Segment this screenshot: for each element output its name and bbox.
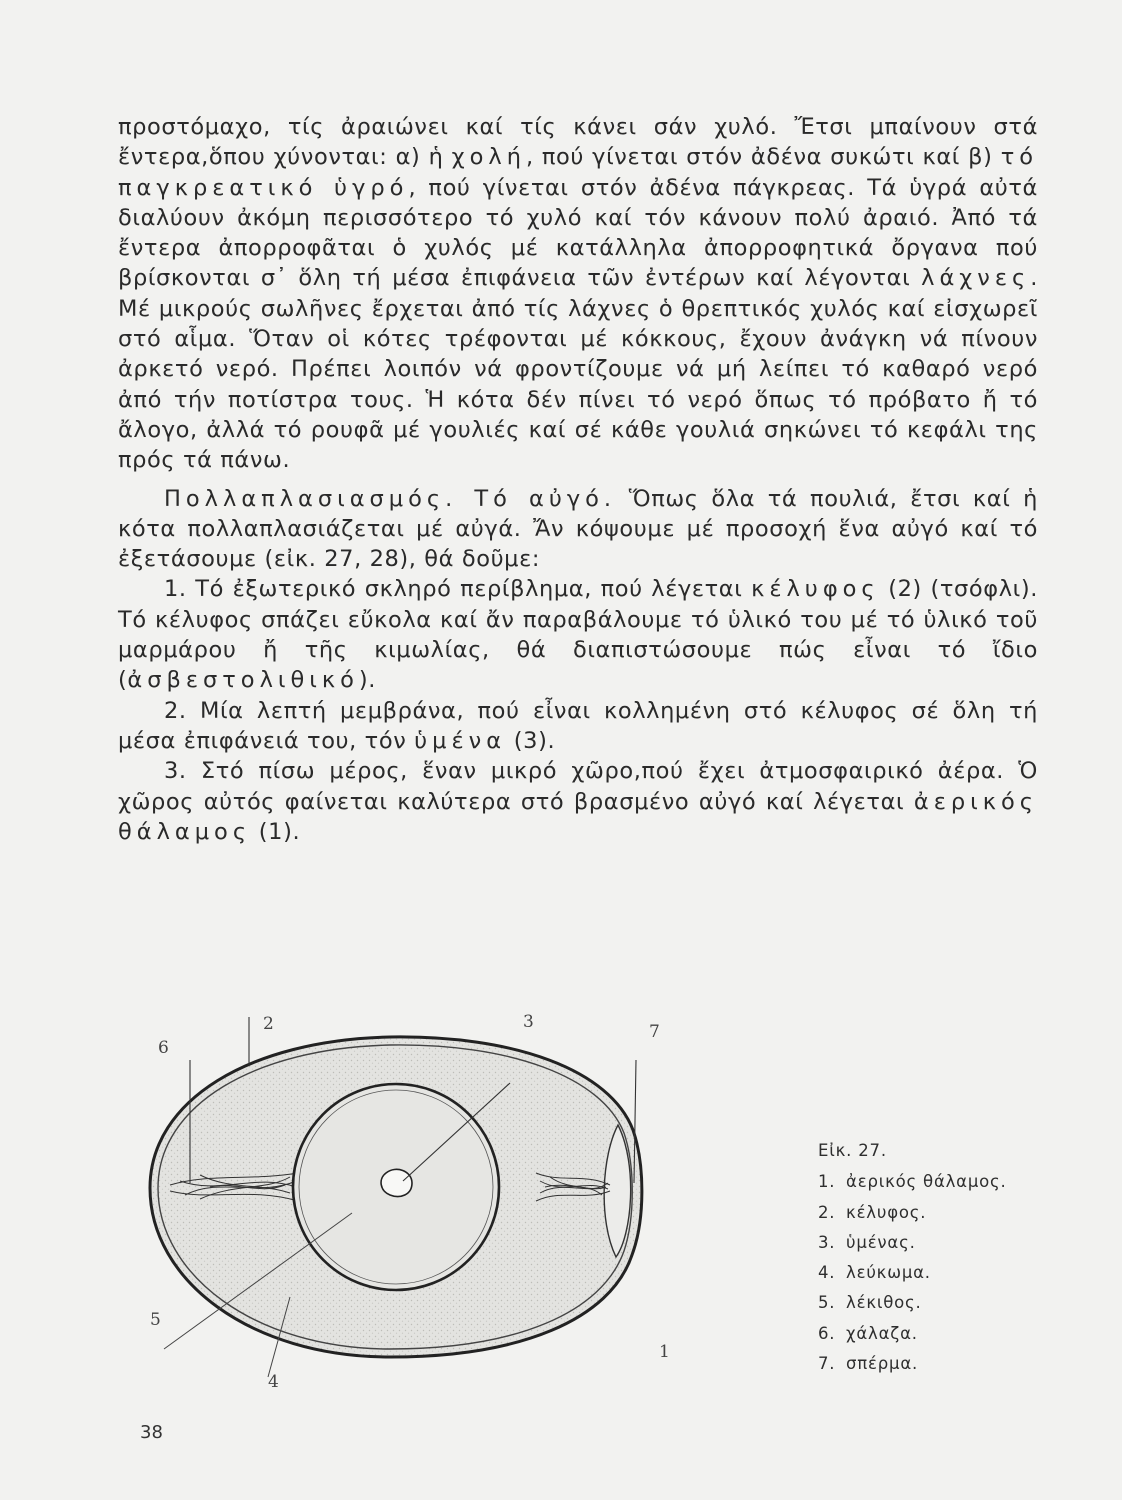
figure-label-5: 5 xyxy=(150,1310,161,1330)
text-run: (2) (τσόφλι). Τό κέλυφος σπάζει εὔκολα καί ἄν παραβάλουμε τό ὑλικό του μέ τό ὑλικό τοῦ μαρμάρου ἤ τῆς κιμωλίας, θά διαπιστώσουμε πώς εἶναι τό ἴδιο ( xyxy=(118,576,1038,694)
text-run: , πού γίνεται στόν ἀδένα πάγκρεας. Τά ὑγρά αὐτά διαλύουν ἀκόμη περισσότερο τό χυλό καί τόν κάνουν πολύ ἀραιό. Ἀπό τά ἔντερα ἀπορροφᾶται ὁ χυλός μέ κατάλληλα ἀπορροφητικά ὄργανα πού βρίσκονται σ᾽ ὅλη τή μέσα ἐπιφάνεια τῶν ἐντέρων καί λέγονται xyxy=(118,174,1038,292)
figure-label-4: 4 xyxy=(268,1372,279,1392)
body-text xyxy=(118,112,1038,847)
figure-label-1: 1 xyxy=(659,1342,670,1362)
text-run: ). xyxy=(358,667,377,694)
term-air-chamber: ἀερικός θάλαμος xyxy=(118,788,1038,845)
legend-item xyxy=(818,1349,1007,1379)
paragraph-item-3 xyxy=(118,756,1038,847)
text-run: προστόμαχο, τίς ἀραιώνει καί τίς κάνει σάν χυλό. Ἔτσι μπαίνουν στά ἔντερα,ὅπου χύνονται: α) ἡ xyxy=(118,114,1038,171)
term-shell: κέλυφος xyxy=(751,576,880,603)
text-run: 2. Μία λεπτή μεμβράνα, πού εἶναι κολλημένη στό κέλυφος σέ ὅλη τή μέσα ἐπιφάνειά του, τόν xyxy=(118,697,1038,754)
text-run: 1. Τό ἐξωτερικό σκληρό περίβλημα, πού λέγεται xyxy=(164,576,752,603)
term-chole: χολή xyxy=(451,144,526,171)
legend-item xyxy=(818,1167,1007,1197)
text-run: (1). xyxy=(251,818,301,845)
legend-number: 5. xyxy=(818,1293,836,1313)
term-pancreatic-fluid: τό παγκρεατικό ὑγρό xyxy=(118,144,1038,201)
germinal-disc xyxy=(381,1169,412,1196)
text-run: 3. Στό πίσω μέρος, ἕναν μικρό χῶρο,πού ἔχει ἀτμοσφαιρικό ἀέρα. Ὁ χῶρος αὐτός φαίνεται καλύτερα στό βρασμένο αὐγό καί λέγεται xyxy=(118,758,1038,815)
paragraph-digestion xyxy=(118,112,1038,476)
section-heading: Πολλαπλασιασμός. Τό αὐγό. xyxy=(164,485,617,512)
term-calcareous: ἀσβεστολιθικό xyxy=(127,667,359,694)
legend-number: 7. xyxy=(818,1354,836,1374)
paragraph-item-2 xyxy=(118,696,1038,757)
legend-label: λέκιθος. xyxy=(846,1293,922,1313)
legend-item xyxy=(818,1288,1007,1318)
egg-figure xyxy=(140,1005,700,1395)
legend-item xyxy=(818,1228,1007,1258)
legend-label: χάλαζα. xyxy=(846,1323,918,1343)
text-run: Ὅπως ὅλα τά πουλιά, ἔτσι καί ἡ κότα πολλαπλασιάζεται μέ αὐγά. Ἄν κόψουμε μέ προσοχή ἕνα αὐγό καί τό ἐξετάσουμε (εἰκ. 27, 28), θά δοῦμε: xyxy=(118,485,1038,573)
term-membrane: ὑμένα xyxy=(414,727,507,754)
legend-label: ἀερικός θάλαμος. xyxy=(846,1172,1007,1192)
legend-label: κέλυφος. xyxy=(846,1202,927,1222)
figure-label-7: 7 xyxy=(649,1022,660,1042)
legend-number: 4. xyxy=(818,1263,836,1283)
egg-diagram xyxy=(140,1005,700,1395)
page-number: 38 xyxy=(140,1422,163,1443)
figure-caption: Εἰκ. 27. xyxy=(818,1141,887,1160)
legend-number: 2. xyxy=(818,1202,836,1222)
paragraph-reproduction xyxy=(118,484,1038,575)
text-run: (3). xyxy=(506,727,556,754)
legend-number: 3. xyxy=(818,1232,836,1252)
figure-label-6: 6 xyxy=(158,1038,169,1058)
text-run: , πού γίνεται στόν ἀδένα συκώτι καί β) xyxy=(525,144,1001,171)
legend-label: ὑμένας. xyxy=(846,1232,916,1252)
figure-label-2: 2 xyxy=(263,1014,274,1034)
term-lachnes: λάχνες xyxy=(921,265,1031,292)
legend-number: 6. xyxy=(818,1323,836,1343)
figure-legend xyxy=(818,1136,1007,1379)
legend-label: λεύκωμα. xyxy=(846,1263,931,1283)
legend-number: 1. xyxy=(818,1172,836,1192)
paragraph-item-1 xyxy=(118,574,1038,695)
text-run: . Μέ μικρούς σωλῆνες ἔρχεται ἀπό τίς λάχνες ὁ θρεπτικός χυλός καί εἰσχωρεῖ στό αἷμα. Ὅταν οἱ κότες τρέφονται μέ κόκκους, ἔχουν ἀνάγκη νά πίνουν ἀρκετό νερό. Πρέπει λοιπόν νά φροντίζουμε νά μή λείπει τό καθαρό νερό ἀπό τήν ποτίστρα τους. Ἡ κότα δέν πίνει τό νερό ὅπως τό πρόβατο ἤ τό ἄλογο, ἀλλά τό ρουφᾶ μέ γουλιές καί σέ κάθε γουλιά σηκώνει τό κεφάλι της πρός τά πάνω. xyxy=(118,265,1038,474)
legend-item xyxy=(818,1319,1007,1349)
legend-label: σπέρμα. xyxy=(846,1354,919,1374)
legend-item xyxy=(818,1258,1007,1288)
figure-label-3: 3 xyxy=(523,1012,534,1032)
legend-item xyxy=(818,1198,1007,1228)
